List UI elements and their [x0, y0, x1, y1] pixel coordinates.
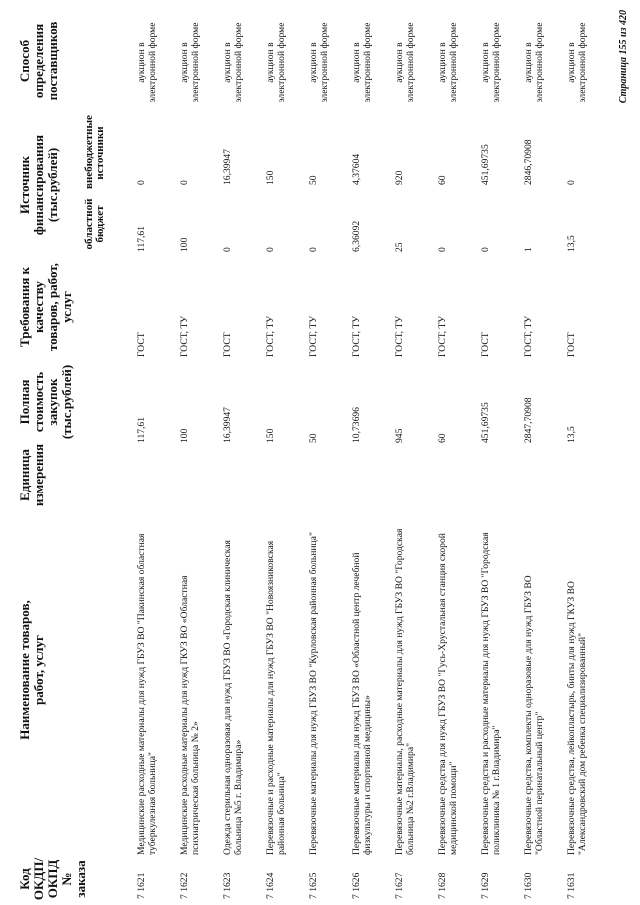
row-funding-external: 920 — [394, 170, 405, 185]
row-total: 945 — [394, 428, 405, 443]
row-funding-regional: 100 — [179, 237, 190, 252]
row-code: 7 1627 — [394, 872, 405, 899]
row-name: Перевязочные материалы для нужд ГБУЗ ВО "Курловская районная больница" — [308, 532, 319, 855]
row-total: 10,73696 — [351, 407, 362, 443]
row-method: аукцион в электронной форме — [437, 22, 459, 103]
row-code: 7 1624 — [265, 872, 276, 899]
row-total: 2847,70908 — [523, 397, 534, 443]
row-total: 150 — [265, 428, 276, 443]
row-funding-regional: 0 — [308, 247, 319, 252]
row-funding-regional: 0 — [480, 247, 491, 252]
row-funding-regional: 13,5 — [566, 235, 577, 252]
row-requirements: ГОСТ, ТУ — [179, 315, 190, 357]
row-funding-regional: 25 — [394, 242, 405, 252]
row-funding-regional: 117,61 — [136, 225, 147, 252]
row-funding-external: 0 — [566, 180, 577, 185]
row-code: 7 1629 — [480, 872, 491, 899]
row-code: 7 1630 — [523, 872, 534, 899]
row-method: аукцион в электронной форме — [523, 22, 545, 103]
row-requirements: ГОСТ — [480, 332, 491, 357]
row-code: 7 1622 — [179, 872, 190, 899]
row-name: Перевязочные и расходные материалы для нужд ГБУЗ ВО "Новоязниковская районная больница" — [265, 540, 287, 855]
row-requirements: ГОСТ, ТУ — [437, 315, 448, 357]
row-funding-external: 60 — [437, 175, 448, 185]
row-requirements: ГОСТ, ТУ — [265, 315, 276, 357]
row-total: 100 — [179, 428, 190, 443]
row-name: Перевязочные средства и расходные материалы для нужд ГБУЗ ВО "Городская поликлиника № 1 г.Владимира" — [480, 532, 502, 855]
row-total: 451,69735 — [480, 402, 491, 443]
row-method: аукцион в электронной форме — [308, 22, 330, 103]
row-total: 117,61 — [136, 416, 147, 443]
row-name: Перевязочные средства для нужд ГБУЗ ВО "Гусь-Хрустальная станция скорой медицинской помощи" — [437, 533, 459, 855]
row-method: аукцион в электронной форме — [351, 22, 373, 103]
row-funding-regional: 6,36092 — [351, 220, 362, 252]
row-requirements: ГОСТ — [136, 332, 147, 357]
row-funding-external: 451,69735 — [480, 144, 491, 185]
row-funding-external: 2846,70908 — [523, 139, 534, 185]
header-total: Полная стоимость закупок (тыс.рублей) — [17, 364, 74, 440]
header-code: Код ОКДП/ ОКПД № заказа — [17, 857, 88, 901]
row-method: аукцион в электронной форме — [480, 22, 502, 103]
row-total: 60 — [437, 433, 448, 443]
row-funding-regional: 0 — [265, 247, 276, 252]
row-code: 7 1623 — [222, 872, 233, 899]
row-funding-regional: 1 — [523, 247, 534, 252]
row-name: Одежда стерильная одноразовая для нужд ГБУЗ ВО «Городская клиническая больница №5 г. Владимира» — [222, 540, 244, 855]
row-requirements: ГОСТ, ТУ — [523, 315, 534, 357]
row-method: аукцион в электронной форме — [222, 22, 244, 103]
row-funding-external: 0 — [179, 180, 190, 185]
row-method: аукцион в электронной форме — [394, 22, 416, 103]
row-name: Медицинские расходные материалы для нужд ГБУЗ ВО "Пакинская областная туберкулезная больница" — [136, 533, 158, 855]
page-number: Страница 155 из 420 — [618, 10, 629, 104]
row-method: аукцион в электронной форме — [179, 22, 201, 103]
row-funding-external: 50 — [308, 175, 319, 185]
row-funding-regional: 0 — [437, 247, 448, 252]
row-method: аукцион в электронной форме — [136, 22, 158, 103]
row-total: 50 — [308, 433, 319, 443]
row-name: Перевязочные средства, лейкопластырь, бинты для нужд ГКУЗ ВО "Александровский дом ребенка специализированный" — [566, 581, 588, 855]
row-requirements: ГОСТ — [566, 332, 577, 357]
row-code: 7 1631 — [566, 872, 577, 899]
row-name: Перевязочные средства, комплекты одноразовые для нужд ГБУЗ ВО "Областной перинатальный центр" — [523, 575, 545, 855]
header-funding-external: внебюджетные источники — [83, 115, 106, 189]
row-total: 16,39947 — [222, 407, 233, 443]
row-total: 13,5 — [566, 426, 577, 443]
row-code: 7 1621 — [136, 872, 147, 899]
row-requirements: ГОСТ — [222, 332, 233, 357]
row-funding-external: 0 — [136, 180, 147, 185]
row-requirements: ГОСТ, ТУ — [308, 315, 319, 357]
row-funding-external: 4,37604 — [351, 153, 362, 185]
header-method: Способ определения поставщиков — [17, 21, 60, 101]
row-code: 7 1628 — [437, 872, 448, 899]
row-funding-external: 16,39947 — [222, 149, 233, 185]
header-unit: Единица измерения — [17, 443, 46, 507]
header-funding-regional: областной бюджет — [83, 198, 106, 250]
row-method: аукцион в электронной форме — [265, 22, 287, 103]
row-method: аукцион в электронной форме — [566, 22, 588, 103]
row-code: 7 1625 — [308, 872, 319, 899]
header-requirements: Требования к качеству товаров, работ, услуг — [17, 263, 74, 351]
row-name: Перевязочные материалы для нужд ГБУЗ ВО «Областной центр лечебной физкультуры и спортивной медицины» — [351, 552, 373, 855]
row-name: Медицинские расходные материалы для нужд ГКУЗ ВО «Областная психиатрическая больница № 2» — [179, 575, 201, 855]
row-requirements: ГОСТ, ТУ — [351, 315, 362, 357]
row-funding-regional: 0 — [222, 247, 233, 252]
row-code: 7 1626 — [351, 872, 362, 899]
row-requirements: ГОСТ, ТУ — [394, 315, 405, 357]
row-name: Перевязочные материалы, расходные материалы для нужд ГБУЗ ВО "Городская больница №2 г.Владимира" — [394, 528, 416, 855]
header-name: Наименование товаров, работ, услуг — [17, 600, 46, 740]
header-funding: Источник финансирования (тыс.рублей) — [17, 134, 60, 236]
row-funding-external: 150 — [265, 170, 276, 185]
